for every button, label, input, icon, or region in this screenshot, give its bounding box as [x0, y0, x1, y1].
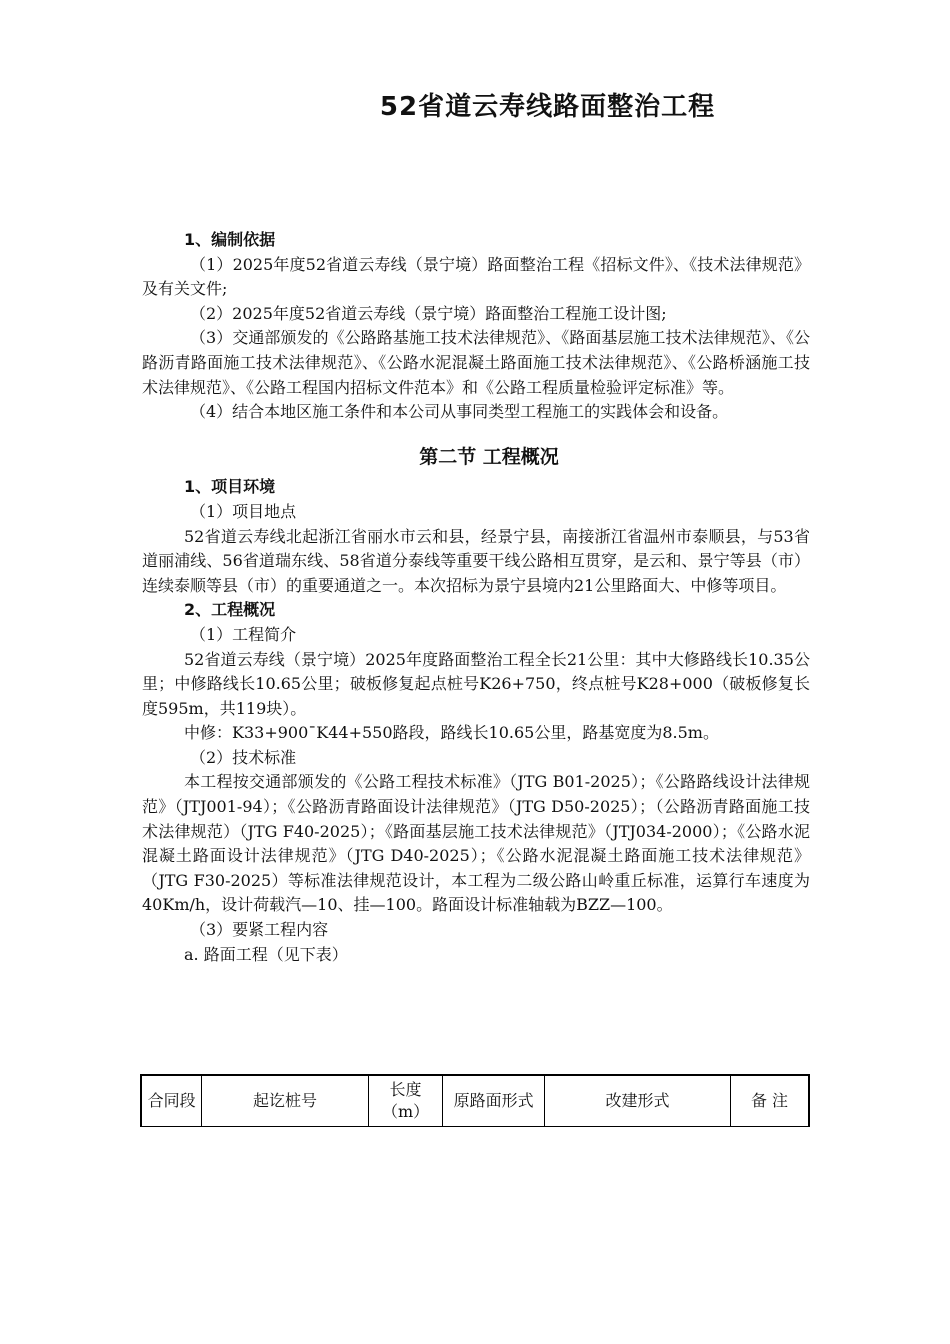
- section-heading-basis: 1、编制依据: [184, 230, 276, 249]
- sub-project-intro: （1）工程简介: [190, 624, 297, 644]
- pavement-works-table: [140, 1074, 810, 1127]
- table-header-cell: 改建形式: [544, 1075, 730, 1127]
- sub-project-location: （1）项目地点: [190, 501, 297, 521]
- sub-main-works: （3）要紧工程内容: [190, 920, 329, 940]
- table-header-cell: 起讫桩号: [202, 1075, 368, 1127]
- basis-item-2: （2）2025年度52省道云寿线（景宁境）路面整治工程施工设计图;: [190, 303, 667, 323]
- basis-item-1: （1）2025年度52省道云寿线（景宁境）路面整治工程《招标文件》、《技术法律规范》及有关文件;: [142, 254, 810, 299]
- table-header-cell: 备 注: [730, 1075, 809, 1127]
- heading-project-environment: 1、项目环境: [184, 477, 276, 497]
- section-title-overview: 第二节 工程概况: [419, 445, 559, 468]
- heading-project-overview: 2、工程概况: [184, 600, 276, 620]
- document-body: [142, 228, 810, 967]
- table-header-cell: 原路面形式: [443, 1075, 545, 1127]
- basis-item-3: （3）交通部颁发的《公路路基施工技术法律规范》、《路面基层施工技术法律规范》、《公路沥青路面施工技术法律规范》、《公路水泥混凝土路面施工技术法律规范》、《公路桥涵施工技术法律规范》、《公路工程国内招标文件范本》和《公路工程质量检验评定标准》等。: [142, 328, 810, 397]
- sub-pavement-works: a. 路面工程（见下表）: [184, 944, 348, 964]
- table-header-row: [141, 1075, 809, 1127]
- paragraph-project-intro: 52省道云寿线（景宁境）2025年度路面整治工程全长21公里：其中大修路线长10.35公里；中修路线长10.65公里；破板修复起点桩号K26+750，终点桩号K28+000（破板修复长度595m，共119块）。: [142, 649, 810, 718]
- table-header-cell: 长度（m）: [368, 1075, 443, 1127]
- page-title: 52省道云寿线路面整治工程: [379, 92, 716, 122]
- basis-item-4: （4）结合本地区施工条件和本公司从事同类型工程施工的实践体会和设备。: [190, 402, 729, 422]
- paragraph-medium-repair: 中修：K33+900ˉK44+550路段，路线长10.65公里，路基宽度为8.5m。: [184, 723, 719, 743]
- table-header-cell: 合同段: [141, 1075, 202, 1127]
- sub-technical-standard: （2）技术标准: [190, 747, 297, 767]
- paragraph-project-location: 52省道云寿线北起浙江省丽水市云和县，经景宁县，南接浙江省温州市泰顺县，与53省道丽浦线、56省道瑞东线、58省道分泰线等重要干线公路相互贯穿，是云和、景宁等县（市）连续泰顺等县（市）的重要通道之一。本次招标为景宁县境内21公里路面大、中修等项目。: [142, 526, 810, 595]
- paragraph-technical-standard: 本工程按交通部颁发的《公路工程技术标准》（JTG B01-2025）；《公路路线设计法律规范》（JTJ001-94）；《公路沥青路面设计法律规范》（JTG D50-2025）；（公路沥青路面施工技术法律规范）（JTG F40-2025）；《路面基层施工技术法律规范》（JTJ034-2000）；《公路水泥混凝土路面设计法律规范》（JTG D40-2025）；《公路水泥混凝土路面施工技术法律规范》（JTG F30-2025）等标准法律规范设计，本工程为二级公路山岭重丘标准，运算行车速度为40Km/h，设计荷载汽—10、挂—100。路面设计标准轴载为BZZ—100。: [142, 772, 810, 915]
